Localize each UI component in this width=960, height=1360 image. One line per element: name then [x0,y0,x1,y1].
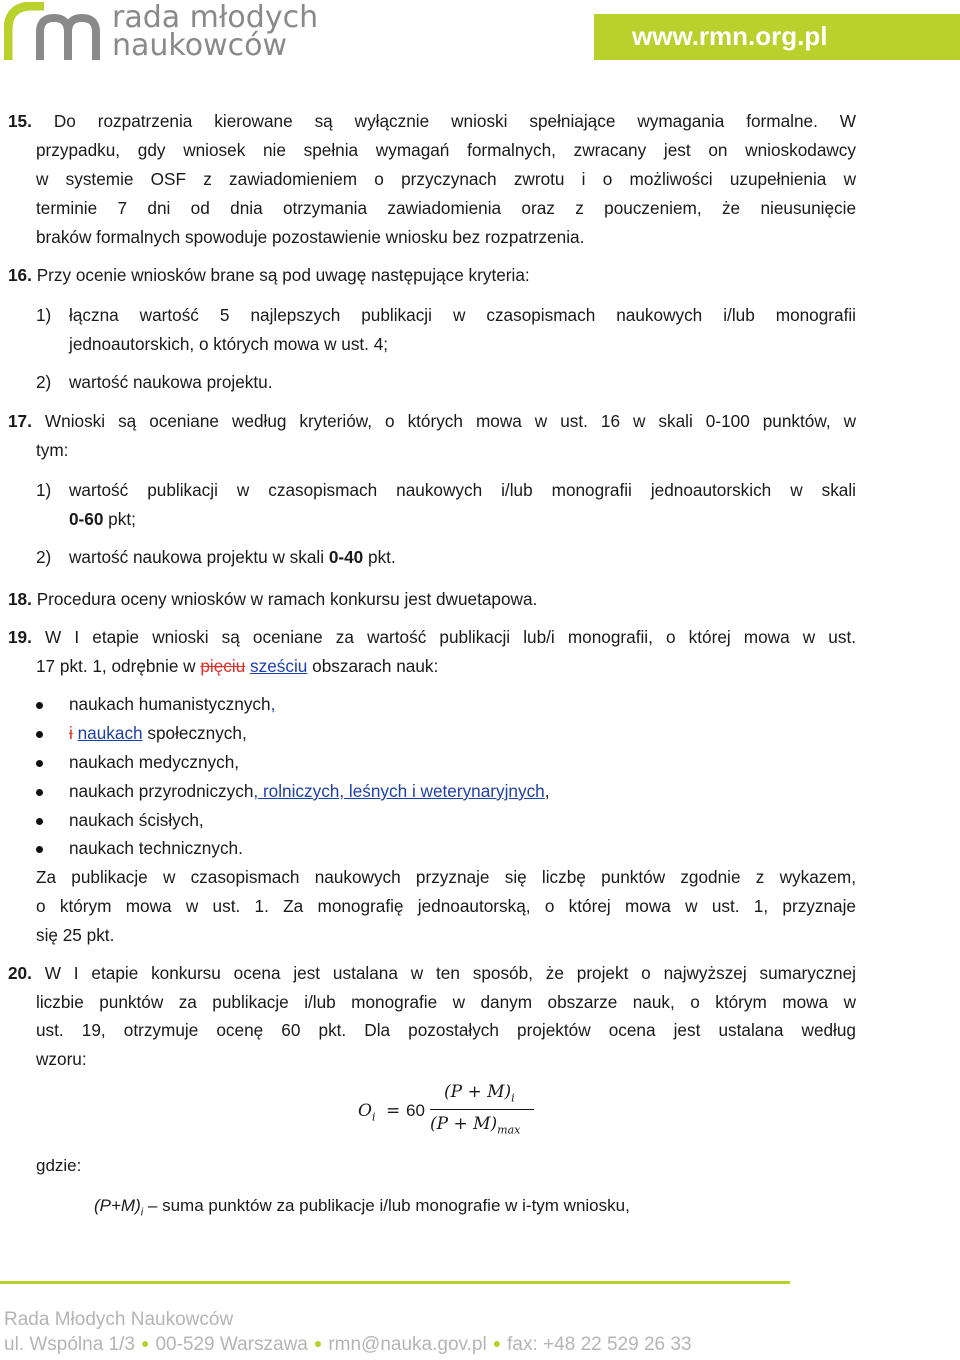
score-range: 0-60 [69,509,104,529]
section-15-line-3: w systemie OSF z zawiadomieniem o przyczynach zwrotu i o możliwości uzupełnienia w [36,169,856,189]
section-19-paragraph-line-1: Za publikacje w czasopismach naukowych przyznaje się liczbę punktów zgodnie z wykazem, [36,867,856,887]
footer-address: ul. Wspólna 1/3 [4,1334,135,1355]
section-16-line-1: 16. Przy ocenie wniosków brane są pod uwagę następujące kryteria: [8,265,530,285]
criteria-item-1-line-2: jednoautorskich, o których mowa w ust. 4; [69,334,389,354]
section-17-line-2: tym: [36,440,69,460]
inserted-text: , [270,694,276,714]
section-20-line-2: liczbie punktów za publikacje i/lub monografie w danym obszarze nauk, o którym mowa w [36,992,856,1012]
section-17-line-1: 17. Wnioski są oceniane według kryteriów, o których mowa w ust. 16 w skali 0-100 punktów, w [8,411,856,431]
list-number: 2) [36,372,52,392]
footer-fax: fax: +48 22 529 26 33 [507,1334,692,1355]
bullet-icon [36,702,43,709]
logo-line-1: rada młodych [112,0,319,35]
section-15-line-1: 15. Do rozpatrzenia kierowane są wyłącznie wnioski spełniające wymagania formalne. W [8,111,857,131]
footer-postal: 00-529 Warszawa [155,1334,308,1355]
field-technical: naukach technicznych. [69,838,243,858]
separator-dot-icon: ● [313,1335,323,1351]
list-number: 1) [36,305,52,325]
section-20-line-3: ust. 19, otrzymuje ocenę 60 pkt. Dla pozostałych projektów ocena jest ustalana według [36,1020,856,1040]
section-number: 17. [8,411,32,431]
field-humanities: naukach humanistycznych, [69,694,276,714]
inserted-text: , rolniczych, leśnych i weterynaryjnych [253,781,545,801]
criteria-item-2: wartość naukowa projektu. [69,372,273,392]
logo-wordmark [112,0,319,63]
bullet-icon [36,846,43,853]
field-exact: naukach ścisłych, [69,810,204,830]
formula-equals: = [386,1101,401,1121]
section-19-paragraph-line-2: o którym mowa w ust. 1. Za monografię jednoautorską, o której mowa w ust. 1, przyznaje [36,896,856,916]
inserted-text: sześciu [250,656,308,676]
section-number: 18. [8,589,32,609]
list-number: 1) [36,480,52,500]
logo-mark-icon [4,2,108,62]
deleted-text: i [69,723,73,743]
bullet-icon [36,760,43,767]
footer-org-name: Rada Młodych Naukowców [4,1309,234,1330]
scoring-item-1-line-2: 0-60 pkt; [69,509,136,529]
score-formula [358,1082,558,1142]
section-15-line-2: przypadku, gdy wniosek nie spełnia wymagań formalnych, zwracany jest on wnioskodawcy [36,140,856,160]
section-18: 18. Procedura oceny wniosków w ramach konkursu jest dwuetapowa. [8,589,538,609]
footer-divider [0,1281,790,1284]
score-range: 0-40 [328,547,364,567]
logo-line-2: naukowców [112,28,287,63]
inserted-text: naukach [77,723,143,743]
list-number: 2) [36,547,52,567]
separator-dot-icon: ● [492,1335,502,1351]
variable-term: (P+M) [94,1196,141,1215]
rmn-logo [4,0,334,64]
where-label: gdzie: [36,1156,82,1175]
website-banner [594,14,960,60]
scoring-item-1-line-1: wartość publikacji w czasopismach naukowych i/lub monografii jednoautorskich w skali [69,480,856,500]
separator-dot-icon: ● [140,1335,150,1351]
fraction-bar [430,1109,534,1110]
section-15-line-5: braków formalnych spowoduje pozostawienie wniosku bez rozpatrzenia. [36,227,585,247]
formula-factor: 60 [406,1101,425,1120]
section-15-line-4: terminie 7 dni od dnia otrzymania zawiadomienia oraz z pouczeniem, że nieusunięcie [36,198,856,218]
bullet-icon [36,731,43,738]
bullet-icon [36,789,43,796]
section-number: 16. [8,265,32,285]
website-url[interactable]: www.rmn.org.pl [632,21,828,51]
bullet-icon [36,818,43,825]
section-number: 19. [8,627,32,647]
variable-definition: $(P+M)_i$ – suma punktów za publikacje i/lub monografie w i-tym wniosku, [94,1196,630,1219]
section-19-line-1: 19. W I etapie wnioski są oceniane za wartość publikacji lub/i monografii, o której mowa w ust. [8,627,856,647]
section-number: 20. [8,963,32,983]
field-natural: naukach przyrodniczych, rolniczych, leśnych i weterynaryjnych, [69,781,550,801]
section-20-line-1: 20. W I etapie konkursu ocena jest ustalana w ten sposób, że projekt o najwyższej sumarycznej [8,963,856,983]
footer-email[interactable]: rmn@nauka.gov.pl [328,1334,487,1355]
criteria-item-1-line-1: łączna wartość 5 najlepszych publikacji w czasopismach naukowych i/lub monografii [69,305,856,325]
deleted-text: pięciu [200,656,246,676]
section-20-line-4: wzoru: [36,1049,87,1069]
section-19-paragraph-line-3: się 25 pkt. [36,925,115,945]
footer-contact [4,1334,692,1356]
scoring-item-2: wartość naukowa projektu w skali 0-40 pkt. [69,547,396,567]
formula-denominator: $(P + M)_{max}$ [430,1114,521,1137]
section-number: 15. [8,111,32,131]
section-19-line-2: 17 pkt. 1, odrębnie w pięciu sześciu obszarach nauk: [36,656,439,676]
formula-lhs: $O_i$ [358,1101,376,1124]
field-medical: naukach medycznych, [69,752,240,772]
formula-numerator: $(P + M)_i$ [444,1082,515,1105]
field-social: i naukach społecznych, [69,723,247,743]
